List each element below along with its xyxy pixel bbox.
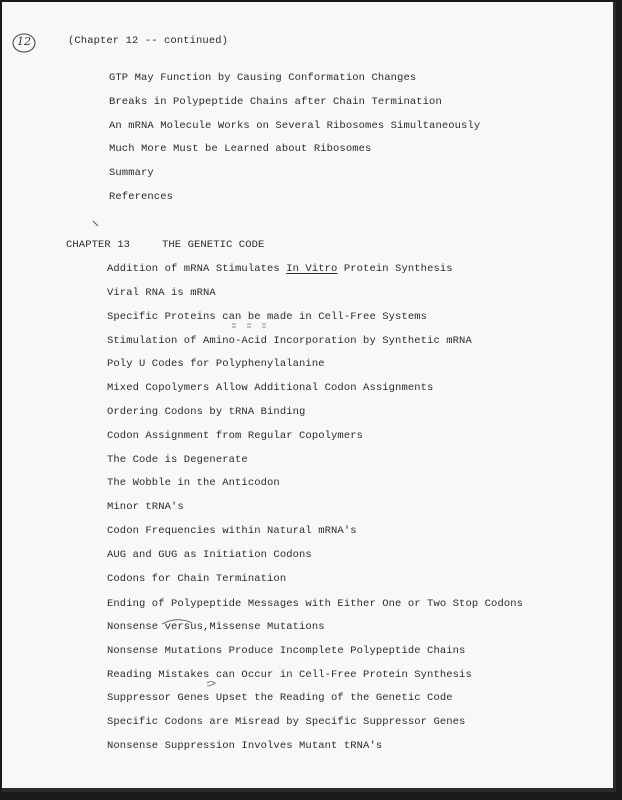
handwritten-tick-marks-icon [230,322,270,330]
ch13-item: Ordering Codons by tRNA Binding [107,406,306,418]
ch13-item: Nonsense Suppression Involves Mutant tRNA's [107,740,383,752]
ch13-item: Specific Proteins can be made in Cell-Free Systems [107,311,428,323]
ch13-item: Codon Assignment from Regular Copolymers [107,430,364,442]
ch13-item: Viral RNA is mRNA [107,287,216,299]
ch13-item: Suppressor Genes Upset the Reading of the Genetic Code [107,692,453,704]
ch13-item: The Code is Degenerate [107,454,248,466]
ch12-item: An mRNA Molecule Works on Several Ribosomes Simultaneously [109,120,481,132]
stray-pen-mark-icon [92,220,100,228]
ch12-item: GTP May Function by Causing Conformation Changes [109,72,417,84]
ch13-item: Codon Frequencies within Natural mRNA's [107,525,357,537]
ch13-item: AUG and GUG as Initiation Codons [107,549,312,561]
ch12-item: Summary [109,167,154,179]
ch13-item: Poly U Codes for Polyphenylalanine [107,358,325,370]
typed-page [2,2,616,792]
handwritten-squiggle-mark-icon [206,680,218,688]
ch13-item-0-post: Protein Synthesis [337,263,453,275]
ch13-item: Minor tRNA's [107,501,184,513]
page-number-text: 12 [17,35,31,48]
ch12-item: Breaks in Polypeptide Chains after Chain Termination [109,96,442,108]
ch13-item: Reading Mistakes can Occur in Cell-Free Protein Synthesis [107,669,472,681]
ch13-item: Ending of Polypeptide Messages with Either One or Two Stop Codons [107,598,524,610]
ch12-item: Much More Must be Learned about Ribosomes [109,143,372,155]
chapter-13-label: CHAPTER 13 [66,239,131,251]
ch13-item: Codons for Chain Termination [107,573,287,585]
ch13-item: Stimulation of Amino-Acid Incorporation by Synthetic mRNA [107,335,472,347]
ch13-item-0 [107,263,453,275]
ch13-item: Nonsense Mutations Produce Incomplete Polypeptide Chains [107,645,466,657]
ch13-item: Mixed Copolymers Allow Additional Codon Assignments [107,382,434,394]
handwritten-page-number [11,32,37,54]
in-vitro-underlined: In Vitro [286,263,338,275]
ch13-item-0-pre: Addition of mRNA Stimulates [107,263,287,275]
ch12-item: References [109,191,174,203]
chapter-13-title: THE GENETIC CODE [162,239,265,251]
ch13-item: The Wobble in the Anticodon [107,477,280,489]
continuation-header: (Chapter 12 -- continued) [68,35,229,47]
ch13-item: Specific Codons are Misread by Specific Suppressor Genes [107,716,466,728]
ch13-item: Nonsense versus,Missense Mutations [107,621,325,633]
